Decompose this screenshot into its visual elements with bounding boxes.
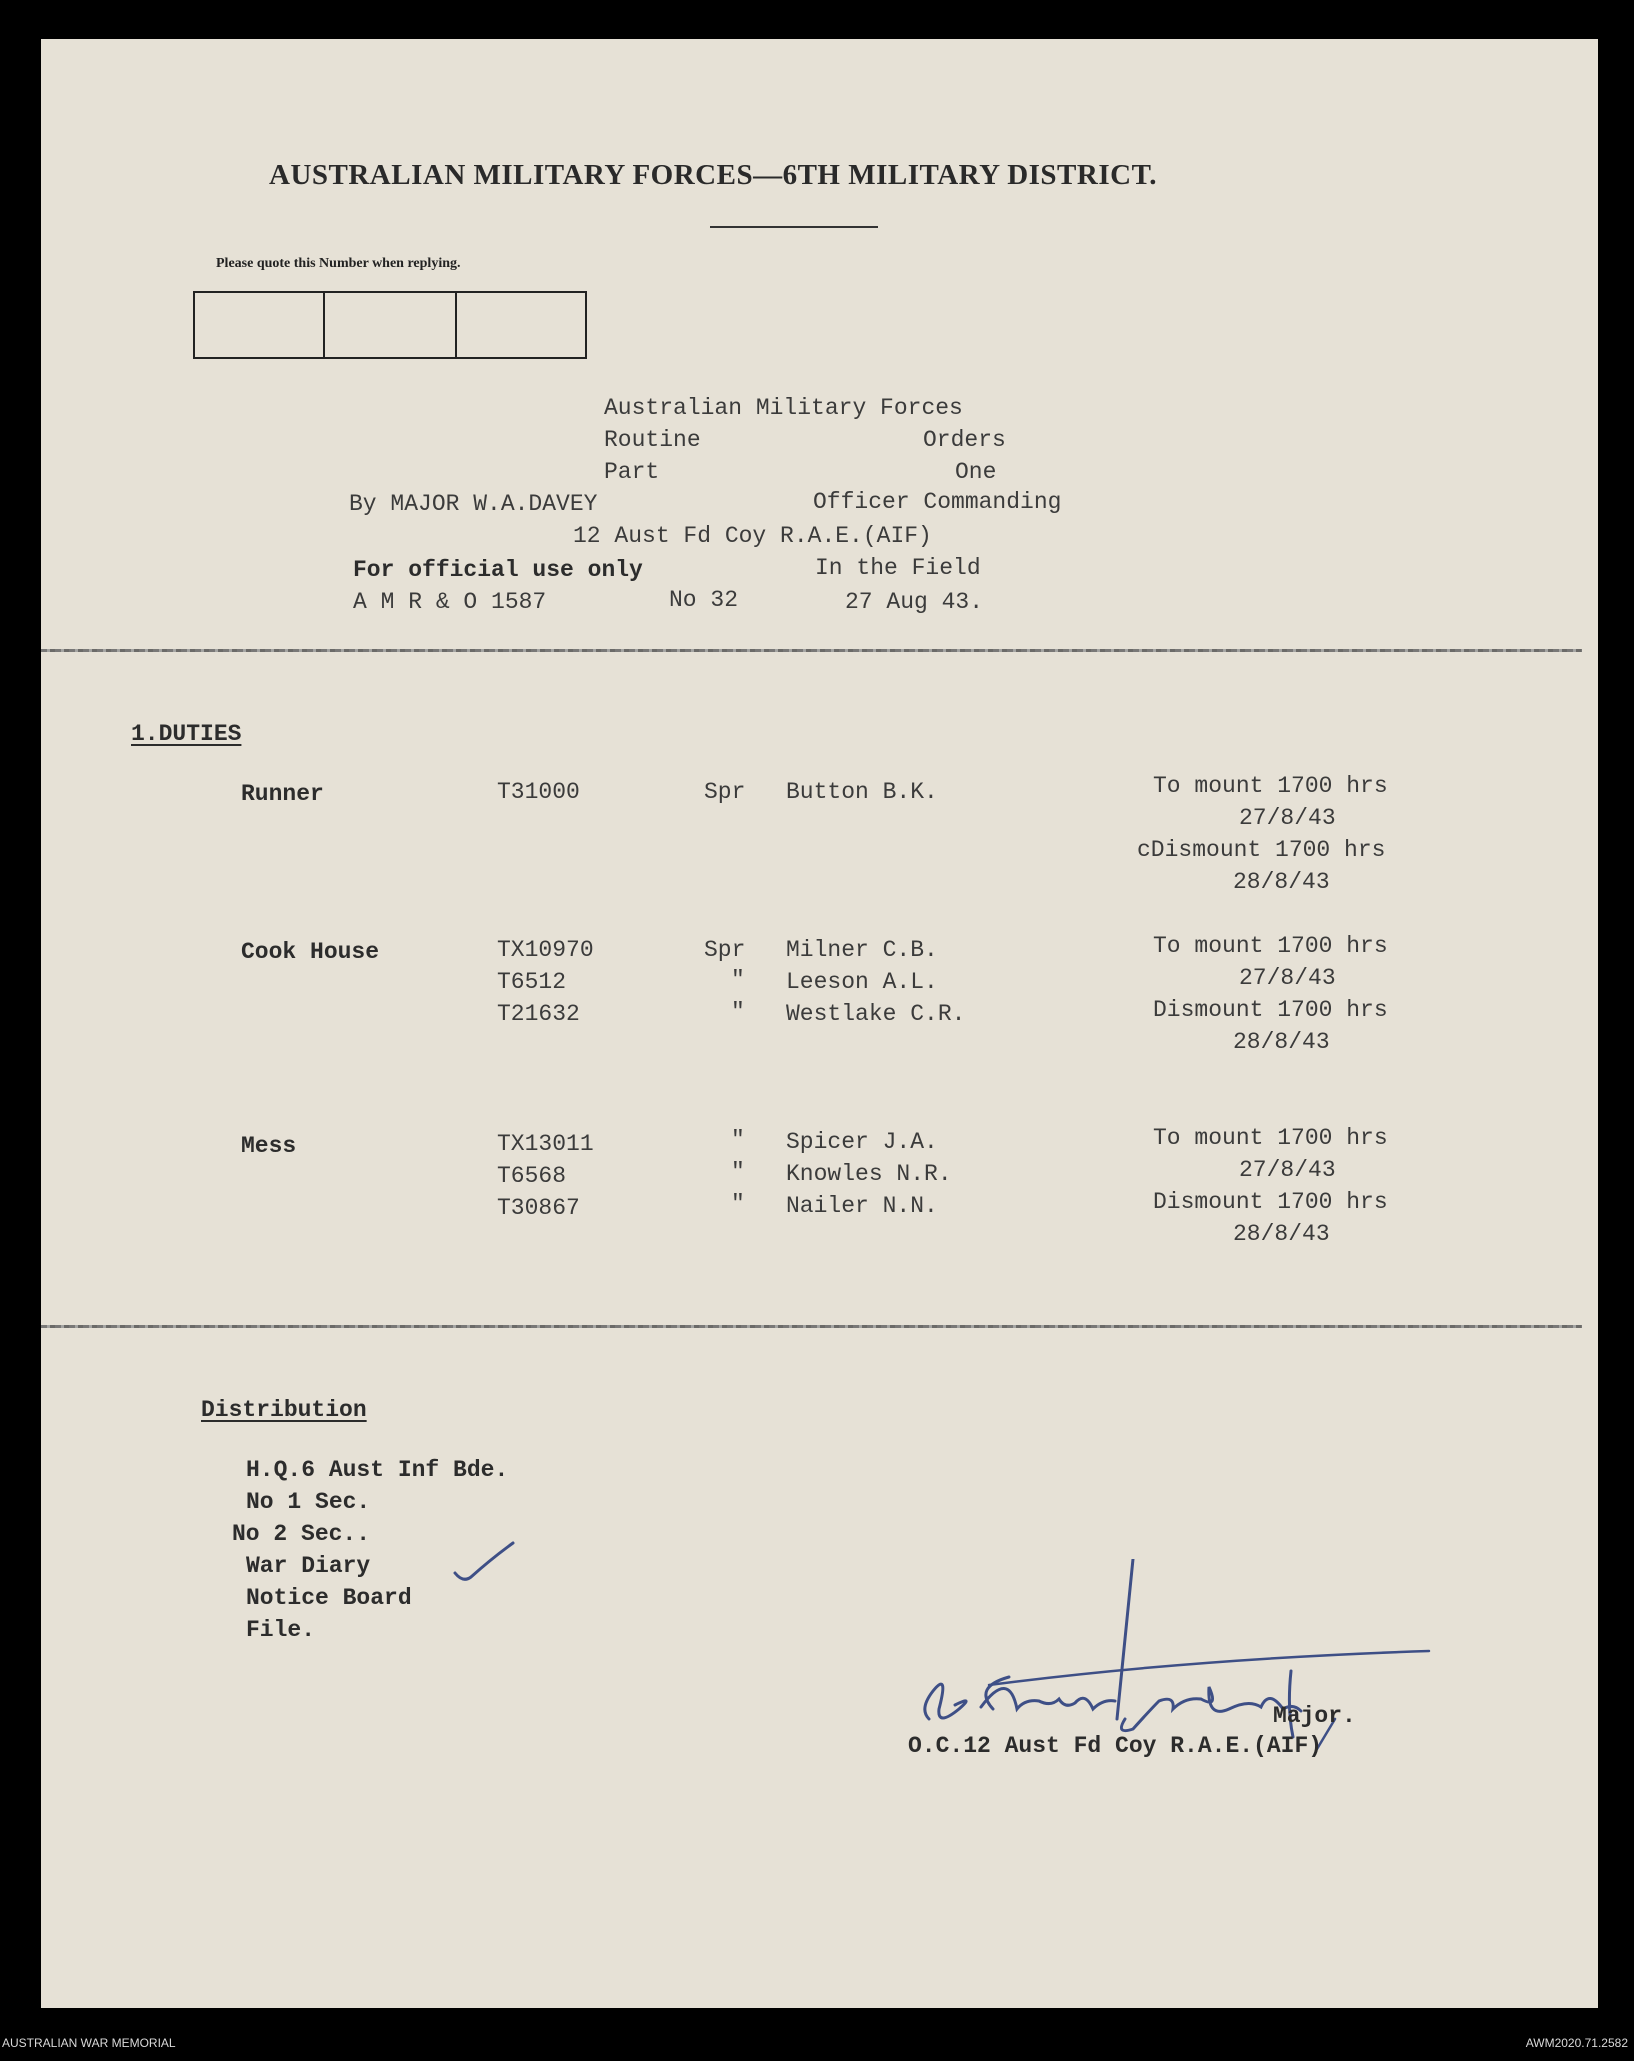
order-orders: Orders xyxy=(923,427,1006,453)
soldier-name: Leeson A.L. xyxy=(786,969,938,995)
mount-time: To mount 1700 hrs xyxy=(1153,1125,1388,1151)
mount-date: 27/8/43 xyxy=(1239,965,1336,991)
handwritten-signature xyxy=(889,1559,1449,1759)
service-number: TX13011 xyxy=(497,1131,594,1157)
soldier-name: Spicer J.A. xyxy=(786,1129,938,1155)
service-number: T21632 xyxy=(497,1001,580,1027)
official-use-note: For official use only xyxy=(353,557,643,583)
dismount-time: cDismount 1700 hrs xyxy=(1137,837,1386,863)
soldier-name: Westlake C.R. xyxy=(786,1001,966,1027)
rank: " xyxy=(731,1127,745,1153)
separator-rule xyxy=(41,649,1582,652)
rank: Spr xyxy=(704,779,746,805)
quote-note: Please quote this Number when replying. xyxy=(216,256,461,271)
distribution-heading: Distribution xyxy=(201,1397,367,1423)
rank: " xyxy=(731,967,745,993)
order-number: No 32 xyxy=(669,587,739,613)
order-title: Australian Military Forces xyxy=(604,395,963,421)
dismount-time: Dismount 1700 hrs xyxy=(1153,997,1388,1023)
duty-name: Mess xyxy=(241,1133,297,1159)
reference-number-box xyxy=(193,291,587,359)
title-underline xyxy=(710,226,878,228)
order-by: By MAJOR W.A.DAVEY xyxy=(349,491,598,517)
rank: " xyxy=(731,999,745,1025)
box-divider xyxy=(455,293,457,357)
soldier-name: Knowles N.R. xyxy=(786,1161,952,1187)
order-location: In the Field xyxy=(815,555,981,581)
rank: Spr xyxy=(704,937,746,963)
section-heading: 1.DUTIES xyxy=(131,721,242,747)
rank: " xyxy=(731,1159,745,1185)
dismount-time: Dismount 1700 hrs xyxy=(1153,1189,1388,1215)
distribution-item: Notice Board xyxy=(246,1585,412,1611)
service-number: T6568 xyxy=(497,1163,567,1189)
mount-date: 27/8/43 xyxy=(1239,1157,1336,1183)
mount-time: To mount 1700 hrs xyxy=(1153,933,1388,959)
service-number: T30867 xyxy=(497,1195,580,1221)
mount-time: To mount 1700 hrs xyxy=(1153,773,1388,799)
order-part-one: One xyxy=(955,459,997,485)
distribution-item: War Diary xyxy=(246,1553,371,1579)
rank: " xyxy=(731,1191,745,1217)
order-unit: 12 Aust Fd Coy R.A.E.(AIF) xyxy=(573,523,932,549)
distribution-item: No 1 Sec. xyxy=(246,1489,371,1515)
service-number: T6512 xyxy=(497,969,567,995)
order-date: 27 Aug 43. xyxy=(845,589,984,615)
service-number: T31000 xyxy=(497,779,580,805)
order-officer: Officer Commanding xyxy=(813,489,1062,515)
separator-rule xyxy=(41,1325,1582,1328)
dismount-date: 28/8/43 xyxy=(1233,869,1330,895)
distribution-item: No 2 Sec.. xyxy=(232,1521,371,1547)
soldier-name: Button B.K. xyxy=(786,779,938,805)
distribution-item: File. xyxy=(246,1617,316,1643)
archive-credit: AUSTRALIAN WAR MEMORIAL xyxy=(2,2036,176,2050)
duty-name: Runner xyxy=(241,781,324,807)
signatory-title: Major. xyxy=(1273,1703,1356,1729)
soldier-name: Milner C.B. xyxy=(786,937,938,963)
signatory-unit: O.C.12 Aust Fd Coy R.A.E.(AIF) xyxy=(908,1733,1323,1759)
service-number: TX10970 xyxy=(497,937,594,963)
archive-reference: AWM2020.71.2582 xyxy=(1525,2036,1628,2050)
soldier-name: Nailer N.N. xyxy=(786,1193,938,1219)
dismount-date: 28/8/43 xyxy=(1233,1221,1330,1247)
order-routine: Routine xyxy=(604,427,701,453)
letterhead-title: AUSTRALIAN MILITARY FORCES—6TH MILITARY DISTRICT. xyxy=(269,159,1158,191)
order-part: Part xyxy=(604,459,660,485)
checkmark-icon xyxy=(451,1539,521,1585)
document-page xyxy=(41,39,1598,2008)
distribution-item: H.Q.6 Aust Inf Bde. xyxy=(246,1457,509,1483)
box-divider xyxy=(323,293,325,357)
mount-date: 27/8/43 xyxy=(1239,805,1336,831)
dismount-date: 28/8/43 xyxy=(1233,1029,1330,1055)
order-reference: A M R & O 1587 xyxy=(353,589,547,615)
duty-name: Cook House xyxy=(241,939,380,965)
